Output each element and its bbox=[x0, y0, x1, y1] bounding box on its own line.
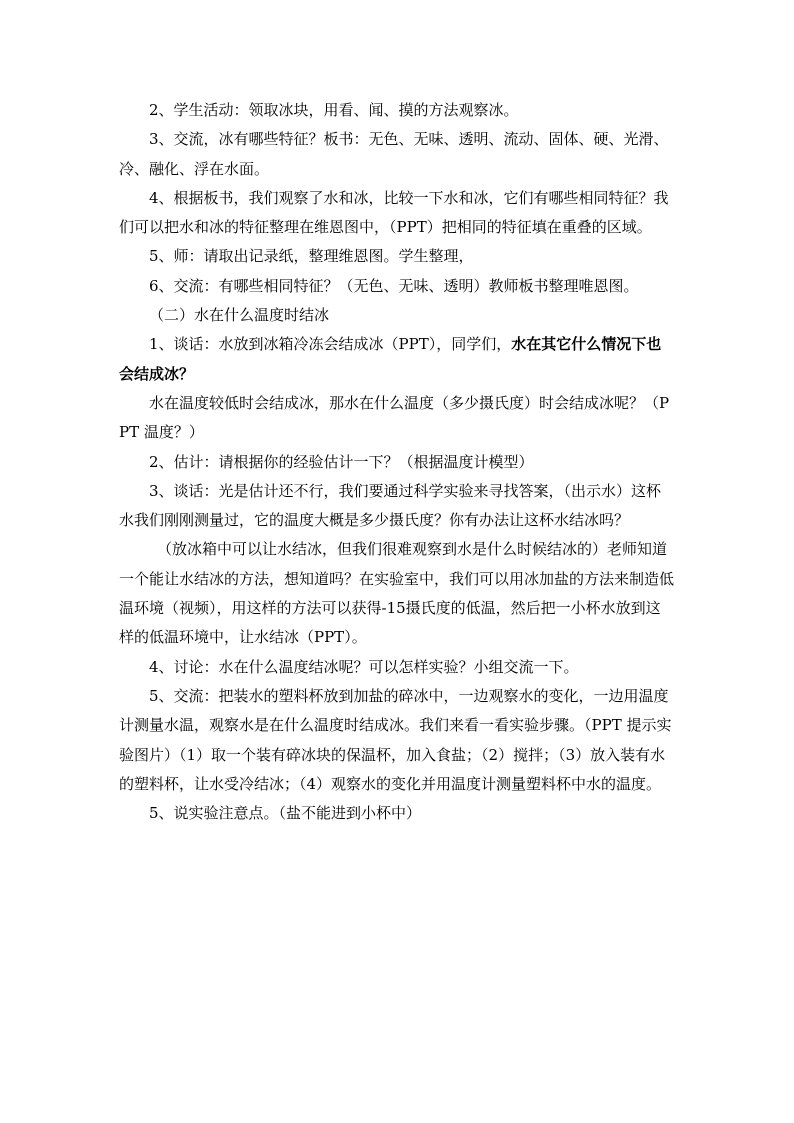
talk-fridge-question-bold: 水在其它什么情况下也会结成冰？ bbox=[119, 335, 662, 383]
paragraph-organize-venn: 5、师：请取出记录纸，整理维恩图。学生整理， bbox=[149, 247, 474, 266]
talk-fridge-text: 1、谈话：水放到冰箱冷冻会结成冰（PPT），同学们， bbox=[149, 335, 512, 354]
paragraph-salt-ice-method: （放冰箱中可以让水结冰，但我们很难观察到水是什么时候结冰的）老师知道一个能让水结冰的方法，想知道吗？在实验室中，我们可以用冰加盐的方法来制造低温环境（视频），用这样的方法可以获得-15摄氏度的低温，然后把一小杯水放到这样的低温环境中，让水结冰（PPT）。 bbox=[119, 540, 675, 647]
paragraph-venn-compare: 4、根据板书，我们观察了水和冰，比较一下水和冰，它们有哪些相同特征？我们可以把水和冰的特征整理在维恩图中，（PPT）把相同的特征填在重叠的区域。 bbox=[119, 188, 669, 237]
paragraph-talk-fridge bbox=[119, 330, 675, 389]
paragraph-common-features: 6、交流：有哪些相同特征？（无色、无味、透明）教师板书整理唯恩图。 bbox=[149, 276, 639, 295]
paragraph-ice-features: 3、交流，冰有哪些特征？板书：无色、无味、透明、流动、固体、硬、光滑、冷、融化、浮在水面。 bbox=[119, 130, 669, 178]
paragraph-precautions: 5、说实验注意点。（盐不能进到小杯中） bbox=[149, 804, 422, 823]
paragraph-low-temperature-question: 水在温度较低时会结成冰，那水在什么温度（多少摄氏度）时会结成冰呢？（PPT 温度？） bbox=[119, 393, 670, 442]
section-heading-freezing-temperature: （二）水在什么温度时结冰 bbox=[149, 306, 330, 325]
document-body bbox=[119, 96, 675, 828]
paragraph-estimate: 2、估计：请根据你的经验估计一下？（根据温度计模型） bbox=[149, 452, 534, 471]
paragraph-student-activity: 2、学生活动：领取冰块，用看、闻、摸的方法观察冰。 bbox=[149, 101, 519, 119]
paragraph-experiment-steps: 5、交流：把装水的塑料杯放到加盐的碎冰中，一边观察水的变化，一边用温度计测量水温，观察水是在什么温度时结成冰。我们来看一看实验步骤。（PPT 提示实验图片）（1）取一个装有碎冰块的保温杯，加入食盐；（2）搅拌；（3）放入装有水的塑料杯，让水受冷结冰；（4）观察水的变化并用温度计测量塑料杯中水的温度。 bbox=[119, 686, 672, 793]
paragraph-discussion: 4、讨论：水在什么温度结冰呢？可以怎样实验？小组交流一下。 bbox=[149, 657, 579, 676]
paragraph-talk-experiment: 3、谈话：光是估计还不行，我们要通过科学实验来寻找答案，（出示水）这杯水我们刚刚测量过，它的温度大概是多少摄氏度？你有办法让这杯水结冰吗？ bbox=[119, 481, 662, 530]
